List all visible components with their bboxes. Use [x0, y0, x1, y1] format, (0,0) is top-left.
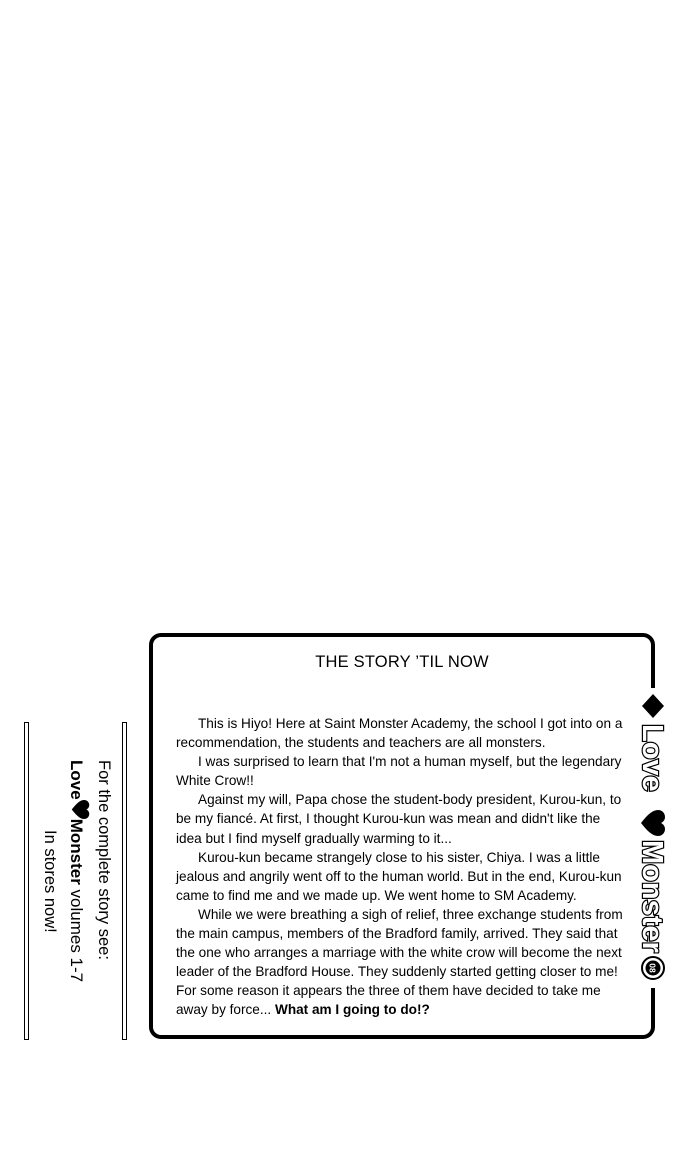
- left-rule-inner: [122, 722, 127, 1040]
- volume-number: 08: [647, 963, 658, 973]
- story-paragraph-text: While we were breathing a sigh of relief, three exchange students from the main campus, members of the Bradford family, arrived. They said that the one who arranges a marriage with the white crow will become the next leader of the Bradford House. They suddenly started getting closer to me! For some reason it appears the three of them have decided to take me away by force...: [176, 906, 623, 1018]
- side-tab-love: Love: [636, 724, 668, 792]
- promo-line-1: For the complete story see:: [95, 760, 113, 960]
- promo-series-monster: Monster: [67, 818, 86, 885]
- story-title: THE STORY ’TIL NOW: [315, 653, 489, 671]
- promo-line-3: In stores now!: [41, 830, 59, 933]
- series-side-tab: [630, 688, 676, 988]
- side-tab-monster: Monster: [636, 840, 668, 953]
- heart-icon: [641, 810, 665, 836]
- story-body: [176, 714, 626, 1020]
- series-side-tab-art: [630, 688, 676, 988]
- story-paragraph: This is Hiyo! Here at Saint Monster Academy, the school I got into on a recommendation, the students and teachers are all monsters.: [176, 716, 623, 751]
- promo-series-love: Love: [67, 760, 86, 800]
- complete-story-promo: [38, 760, 118, 1020]
- story-paragraph: Kurou-kun became strangely close to his sister, Chiya. I was a little jealous and angrily went off to the human world. But in the end, Kurou-kun came to find me and we made up. We went home to SM Academy.: [176, 849, 622, 903]
- story-paragraph: Against my will, Papa chose the student-body president, Kurou-kun, to be my fiancé. At first, I thought Kurou-kun was mean and didn't like the idea but I find myself gradually warming to it...: [176, 792, 622, 846]
- side-tab-title: [636, 724, 668, 953]
- story-paragraph: I was surprised to learn that I'm not a human myself, but the legendary White Crow!!: [176, 754, 622, 789]
- story-paragraph-last: [176, 905, 626, 1020]
- promo-volumes: volumes 1-7: [67, 884, 86, 983]
- left-rule-outer: [24, 722, 29, 1040]
- story-box: [149, 633, 655, 1039]
- diamond-icon: [642, 694, 664, 718]
- story-closing-emphasis: What am I going to do!?: [274, 1002, 430, 1018]
- promo-line-2: [66, 760, 90, 982]
- heart-icon: [71, 800, 90, 819]
